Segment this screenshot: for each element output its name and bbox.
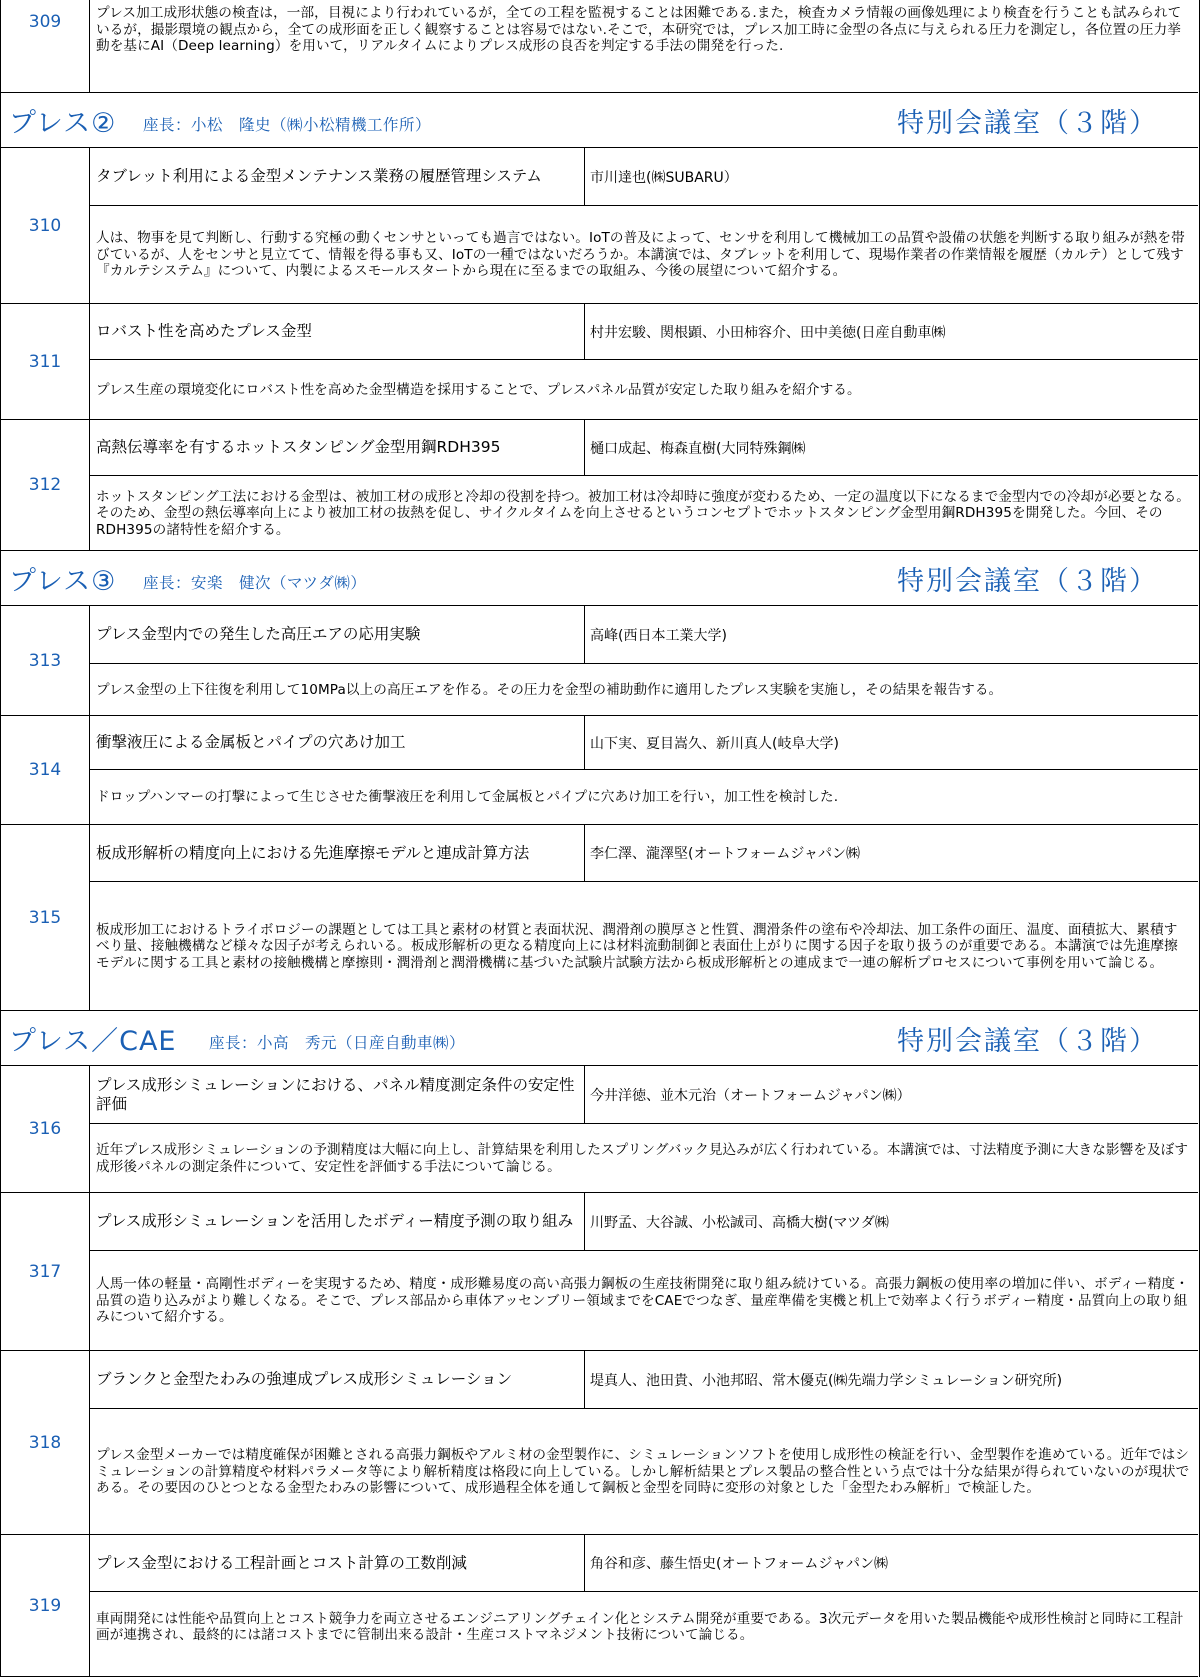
paper-title: プレス成形シミュレーションを活用したボディー精度予測の取り組み bbox=[90, 1193, 585, 1251]
paper-abstract: プレス加工成形状態の検査は，一部，目視により行われているが，全ての工程を監視することは困難である.また，検査カメラ情報の画像処理により検査を行うことも試みられているが，撮影環境の観点から，全ての成形面を正しく観察することは容易ではない.そこで，本研究では，プレス加工時に金型の各点に与えられる圧力を測定し，各位置の圧力挙動を基にAI（Deep learning）を用いて，リアルタイムによりプレス成形の良否を判定する手法の開発を行った. bbox=[96, 5, 1182, 54]
paper-title: 板成形解析の精度向上における先進摩擦モデルと連成計算方法 bbox=[90, 825, 585, 882]
paper-314 bbox=[1, 715, 1198, 824]
paper-abstract: 近年プレス成形シミュレーションの予測精度は大幅に向上し、計算結果を利用したスプリングバック見込みが広く行われている。本講演では、寸法精度予測に大きな影響を及ぼす成形後パネルの測定条件について、安定性を評価する手法について論じる。 bbox=[96, 1142, 1189, 1175]
paper-abstract: プレス金型メーカーでは精度確保が困難とされる高張力鋼板やアルミ材の金型製作に、シミュレーションソフトを使用し成形性の検証を行い、金型製作を進めている。近年ではシミュレーションの計算精度や材料パラメータ等により解析精度は格段に向上している。しかし解析結果とプレス製品の整合性という点では十分な結果が得られていないのが現状である。その要因のひとつとなる金型たわみの影響について、成形過程全体を通して鋼板と金型を同時に変形の対象とした「金型たわみ解析」で検証した。 bbox=[96, 1447, 1190, 1497]
paper-abstract: ホットスタンピング工法における金型は、被加工材の成形と冷却の役割を持つ。被加工材は冷却時に強度が変わるため、一定の温度以下になるまで金型内での冷却が必要となる。そのため、金型の熱伝導率向上により被加工材の抜熱を促し、サイクルタイムを向上させるというコンセプトでホットスタンピング金型用鋼RDH395を開発した。今回、そのRDH395の諸特性を紹介する。 bbox=[96, 488, 1190, 538]
session-room: 特別会議室（３階） bbox=[897, 566, 1158, 597]
session-name: プレス／CAE bbox=[9, 1026, 177, 1057]
paper-title: ロバスト性を高めたプレス金型 bbox=[90, 304, 585, 360]
session-chair: 座長：小松 隆史（㈱小松精機工作所） bbox=[143, 116, 432, 134]
session-name: プレス② bbox=[9, 108, 117, 139]
paper-authors: 山下実、夏目嵩久、新川真人(岐阜大学) bbox=[585, 716, 1198, 770]
paper-abstract: プレス生産の環境変化にロバスト性を高めた金型構造を採用することで、プレスパネル品質が安定した取り組みを紹介する。 bbox=[96, 381, 861, 398]
paper-310 bbox=[1, 147, 1198, 303]
paper-309 bbox=[1, 0, 1198, 92]
paper-abstract: 人馬一体の軽量・高剛性ボディーを実現するため、精度・成形難易度の高い高張力鋼板の生産技術開発に取り組み続けている。高張力鋼板の使用率の増加に伴い、ボディー精度・品質の造り込みがより難しくなる。そこで、プレス部品から車体アッセンブリー領域までをCAEでつなぎ、量産準備を実機と机上で効率よく行うボディー精度・品質向上の取り組みについて紹介する。 bbox=[96, 1276, 1189, 1326]
session-name: プレス③ bbox=[9, 566, 117, 597]
paper-title: タブレット利用による金型メンテナンス業務の履歴管理システム bbox=[90, 148, 585, 206]
paper-authors: 角谷和彦、藤生悟史(オートフォームジャパン㈱ bbox=[585, 1535, 1198, 1592]
paper-title: 衝撃液圧による金属板とパイプの穴あけ加工 bbox=[90, 716, 585, 770]
paper-title: プレス金型における工程計画とコスト計算の工数削減 bbox=[90, 1535, 585, 1592]
paper-authors: 川野孟、大谷誠、小松誠司、高橋大樹(マツダ㈱ bbox=[585, 1193, 1198, 1251]
paper-authors: 堤真人、池田貴、小池邦昭、常木優克(㈱先端力学シミュレーション研究所) bbox=[585, 1351, 1198, 1409]
paper-authors: 今井洋徳、並木元治（オートフォームジャパン㈱） bbox=[585, 1066, 1198, 1124]
paper-number: 316 bbox=[1, 1066, 90, 1192]
session-header-press-2 bbox=[1, 92, 1198, 147]
paper-313 bbox=[1, 605, 1198, 715]
session-header-press-cae bbox=[1, 1010, 1198, 1065]
paper-authors: 市川達也(㈱SUBARU） bbox=[585, 148, 1198, 206]
paper-abstract: ドロップハンマーの打撃によって生じさせた衝撃液圧を利用して金属板とパイプに穴あけ加工を行い，加工性を検討した. bbox=[96, 789, 839, 806]
session-chair: 座長：安楽 健次（マツダ㈱） bbox=[143, 574, 367, 592]
paper-abstract: 板成形加工におけるトライボロジーの課題としては工具と素材の材質と表面状況、潤滑剤の膜厚さと性質、潤滑条件の塗布や冷却法、加工条件の面圧、温度、面積拡大、累積すべり量、接触機構など様々な因子が考えられいる。板成形解析の更なる精度向上には材料流動制御と表面仕上がりに関する因子を取り扱うのが重要である。本講演では先進摩擦モデルに関する工具と素材の接触機構と摩擦則・潤滑剤と潤滑機構に基づいた試験片試験方法から板成形解析との連成まで一連の解析プロセスについて事例を用いて論じる。 bbox=[96, 921, 1178, 971]
paper-319 bbox=[1, 1534, 1198, 1677]
paper-number: 311 bbox=[1, 304, 90, 419]
paper-number: 312 bbox=[1, 420, 90, 550]
paper-authors: 樋口成起、梅森直樹(大同特殊鋼㈱ bbox=[585, 420, 1198, 476]
paper-authors: 李仁澤、瀧澤堅(オートフォームジャパン㈱ bbox=[585, 825, 1198, 882]
paper-title: プレス成形シミュレーションにおける、パネル精度測定条件の安定性評価 bbox=[90, 1066, 585, 1124]
session-chair: 座長：小高 秀元（日産自動車㈱） bbox=[209, 1034, 466, 1052]
session-room: 特別会議室（３階） bbox=[897, 108, 1158, 139]
paper-312 bbox=[1, 419, 1198, 550]
paper-number: 318 bbox=[1, 1351, 90, 1534]
paper-number: 317 bbox=[1, 1193, 90, 1350]
paper-number: 319 bbox=[1, 1535, 90, 1676]
paper-315 bbox=[1, 824, 1198, 1010]
paper-number: 309 bbox=[1, 0, 90, 92]
paper-title: 高熱伝導率を有するホットスタンピング金型用鋼RDH395 bbox=[90, 420, 585, 476]
paper-abstract: プレス金型の上下往復を利用して10MPa以上の高圧エアを作る。その圧力を金型の補助動作に適用したプレス実験を実施し，その結果を報告する。 bbox=[96, 681, 1003, 698]
session-room: 特別会議室（３階） bbox=[897, 1026, 1158, 1057]
paper-number: 310 bbox=[1, 148, 90, 303]
paper-title: ブランクと金型たわみの強連成プレス成形シミュレーション bbox=[90, 1351, 585, 1409]
paper-318 bbox=[1, 1350, 1198, 1534]
session-header-press-3 bbox=[1, 550, 1198, 605]
paper-number: 314 bbox=[1, 716, 90, 824]
paper-abstract: 車両開発には性能や品質向上とコスト競争力を両立させるエンジニアリングチェイン化とシステム開発が重要である。3次元データを用いた製品機能や成形性検討と同時に工程計画が連携され、最終的には諸コストまでに管制出来る設計・生産コストマネジメント技術について論じる。 bbox=[96, 1610, 1184, 1643]
paper-title: プレス金型内での発生した高圧エアの応用実験 bbox=[90, 606, 585, 664]
paper-abstract: 人は、物事を見て判断し、行動する究極の動くセンサといっても過言ではない。IoTの普及によって、センサを利用して機械加工の品質や設備の状態を判断する取り組みが熱を帯びているが、人をセンサと見立てて、情報を得る事も又、IoTの一種ではないだろうか。本講演では、タブレットを利用して、現場作業者の作業情報を履歴（カルテ）として残す『カルテシステム』について、内製によるスモールスタートから現在に至るまでの取組み、今後の展望について紹介する。 bbox=[96, 230, 1185, 280]
paper-316 bbox=[1, 1065, 1198, 1192]
paper-authors: 高峰(西日本工業大学) bbox=[585, 606, 1198, 664]
paper-authors: 村井宏駿、関根顕、小田柿容介、田中美徳(日産自動車㈱ bbox=[585, 304, 1198, 360]
paper-311 bbox=[1, 303, 1198, 419]
paper-number: 313 bbox=[1, 606, 90, 715]
paper-number: 315 bbox=[1, 825, 90, 1010]
paper-317 bbox=[1, 1192, 1198, 1350]
